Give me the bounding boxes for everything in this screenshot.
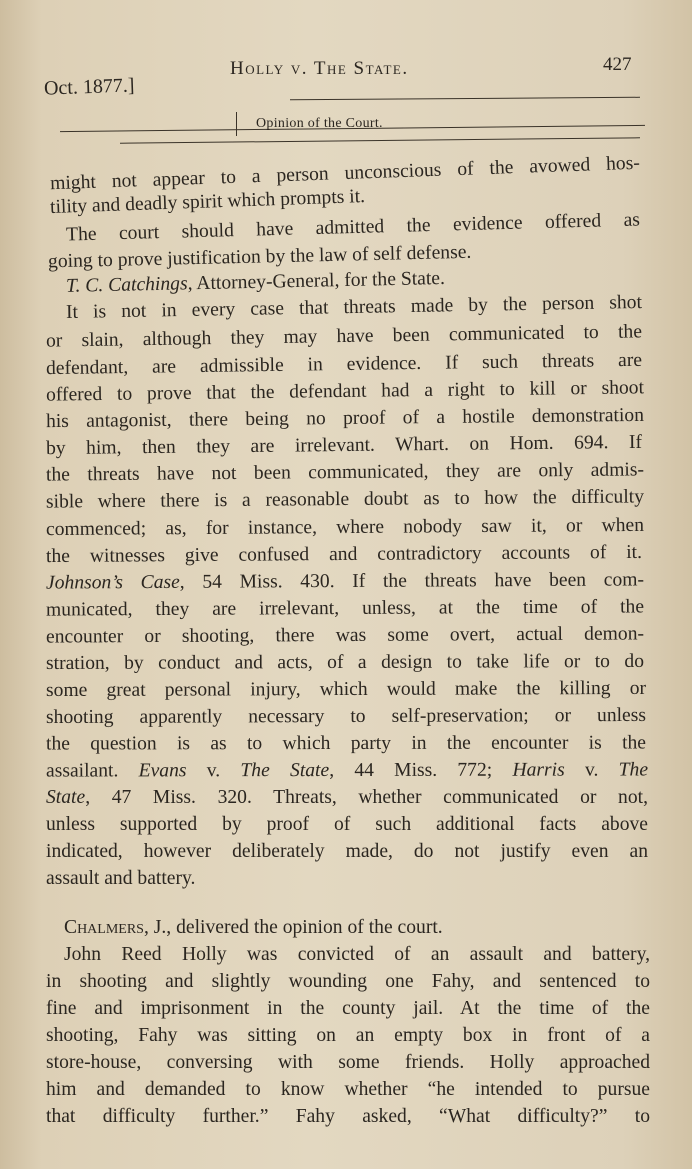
text-line: or slain, although they may have been communicated to the <box>45 321 643 352</box>
text-line: State, 47 Miss. 320. Threats, whether communicated or not, <box>46 787 648 808</box>
text-line: by him, then they are irrelevant. Whart. on Hom. 694. If <box>45 431 643 460</box>
section-subtitle: Opinion of the Court. <box>256 116 383 131</box>
subtitle-rule <box>120 137 640 143</box>
opinion-attribution: Chalmers, J., delivered the opinion of the court. <box>64 917 443 938</box>
text-line: sible where there is a reasonable doubt as to how the difficulty <box>45 486 645 513</box>
text-line: Johnson’s Case, 54 Miss. 430. If the threats have been com- <box>45 569 645 594</box>
header-rule-tick <box>236 112 237 136</box>
text-line: tility and deadly spirit which prompts it. <box>49 185 366 218</box>
text-line: T. C. Catchings, Attorney-General, for the State. <box>65 267 446 297</box>
text-line: indicated, however deliberately made, do not justify even an <box>46 841 648 862</box>
text-line: in shooting and slightly wounding one Fahy, and sentenced to <box>46 971 650 992</box>
text-line: defendant, are admissible in evidence. If such threats are <box>45 349 643 380</box>
text-line: assailant. Evans v. The State, 44 Miss. 772; Harris v. The <box>45 759 649 782</box>
text-line: The court should have admitted the evidence offered as <box>65 209 641 246</box>
page-number: 427 <box>603 54 632 75</box>
text-line: It is not in every case that threats made by the person shot <box>65 291 643 324</box>
text-line: municated, they are irrelevant, unless, at the time of the <box>45 596 645 621</box>
page-header <box>0 0 692 140</box>
text-line: commenced; as, for instance, where nobody saw it, or when <box>45 514 645 541</box>
text-line: the question is as to which party in the encounter is the <box>45 732 647 755</box>
text-line: assault and battery. <box>46 868 196 889</box>
text-line: shooting, Fahy was sitting on an empty box in front of a <box>46 1025 650 1046</box>
text-line: offered to prove that the defendant had a right to kill or shoot <box>45 377 645 406</box>
text-line: store-house, conversing with some friends. Holly approached <box>46 1052 650 1073</box>
text-line: stration, by conduct and acts, of a design to take life or to do <box>45 650 645 675</box>
header-date: Oct. 1877.] <box>43 74 135 100</box>
text-line: unless supported by proof of such additional facts above <box>46 814 648 835</box>
text-line: the threats have not been communicated, they are only admis- <box>45 459 645 486</box>
text-line: shooting apparently necessary to self-preservation; or unless <box>45 704 647 729</box>
text-line: encounter or shooting, there was some overt, actual demon- <box>45 623 645 648</box>
text-line: the witnesses give confused and contradictory accounts of it. <box>45 541 643 568</box>
text-line: him and demanded to know whether “he intended to pursue <box>46 1079 650 1100</box>
header-case-title: Holly v. The State. <box>230 58 409 79</box>
text-line: that difficulty further.” Fahy asked, “What difficulty?” to <box>46 1106 650 1127</box>
text-line: might not appear to a person unconscious of the avowed hos- <box>49 152 641 195</box>
text-line: fine and imprisonment in the county jail. At the time of the <box>46 998 650 1019</box>
header-rule <box>290 97 640 100</box>
text-line: going to prove justification by the law of self defense. <box>47 241 472 273</box>
text-line: some great personal injury, which would make the killing or <box>45 677 647 702</box>
text-line: John Reed Holly was convicted of an assault and battery, <box>64 944 650 965</box>
text-line: his antagonist, there being no proof of a hostile demonstration <box>45 404 645 433</box>
